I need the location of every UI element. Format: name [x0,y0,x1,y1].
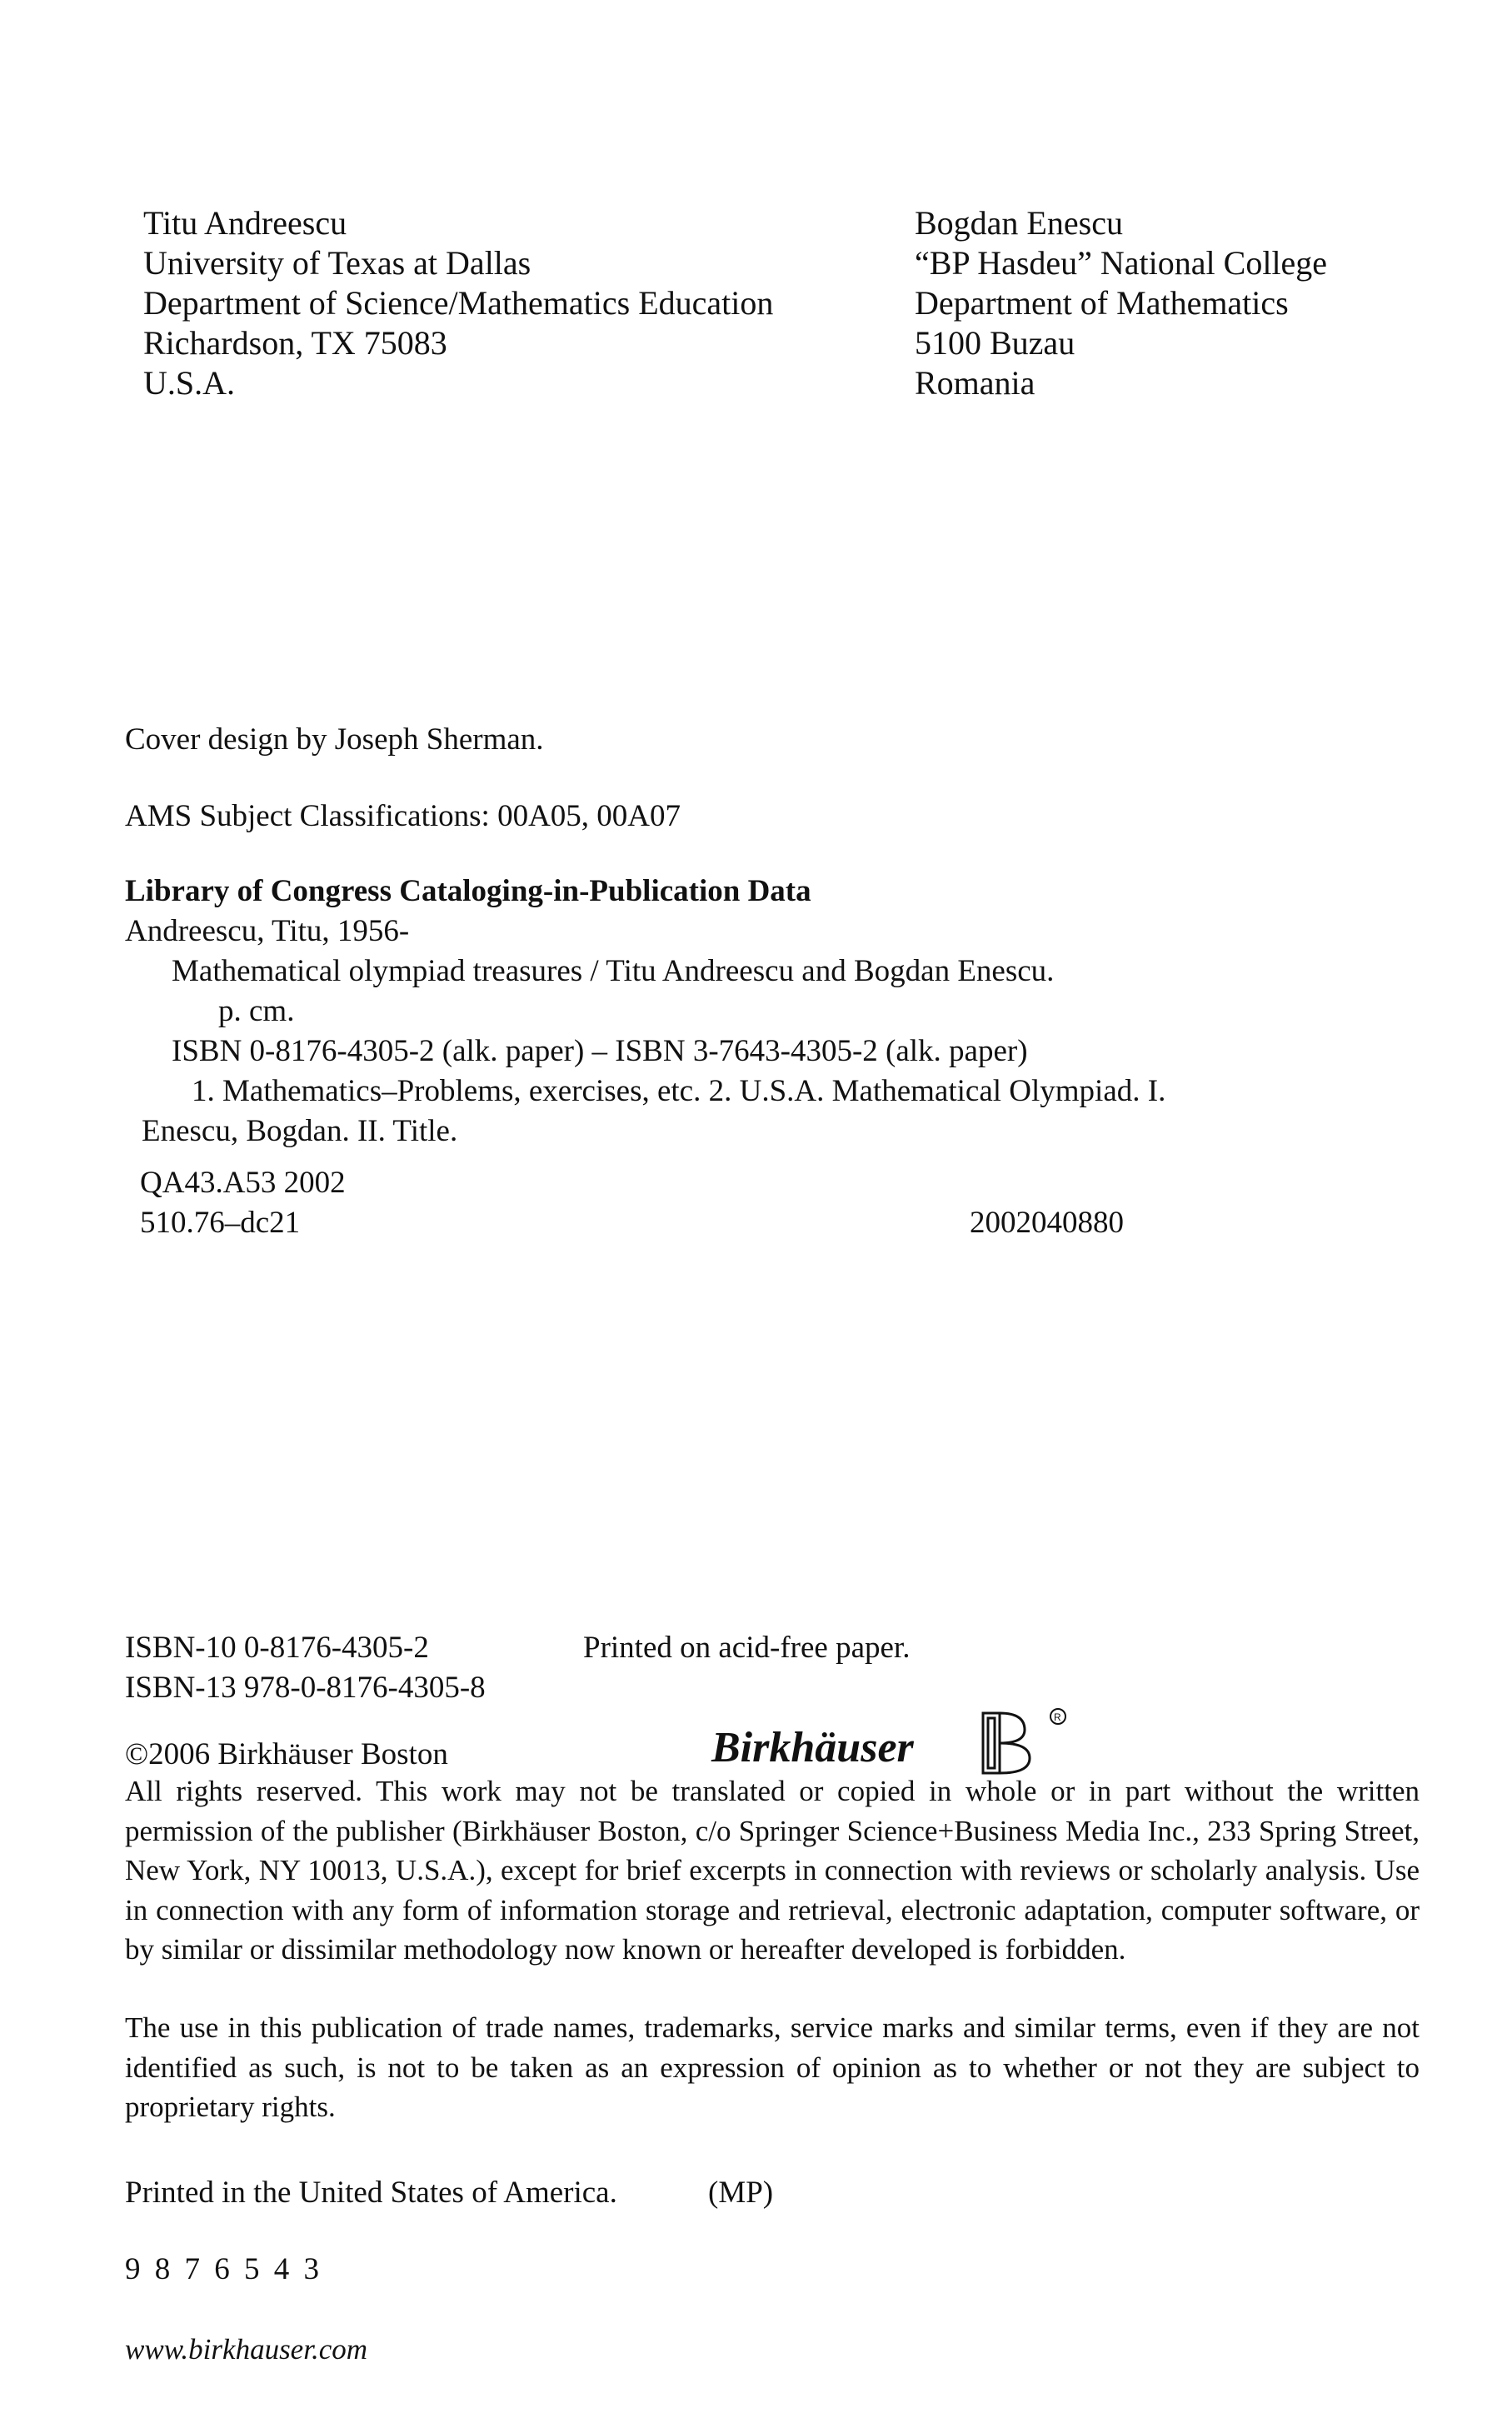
author2-country: Romania [915,364,1035,402]
author1-address [143,203,773,403]
cip-pages-line: p. cm. [218,994,295,1028]
author1-affiliation: University of Texas at Dallas [143,244,531,282]
cover-design-credit: Cover design by Joseph Sherman. [125,722,544,757]
isbn-13: ISBN-13 978-0-8176-4305-8 [125,1671,486,1705]
cip-call-number: QA43.A53 2002 [140,1166,346,1200]
trademark-paragraph: The use in this publication of trade names, trademarks, service marks and similar terms, even if they are not identified as such, is not to be taken as an expression of opinion as to whether or not they are subject to proprietary rights. [125,2011,1420,2123]
author2-name: Bogdan Enescu [915,204,1123,242]
publisher-logo-text: Birkhäuser [711,1724,914,1771]
cip-author-line: Andreescu, Titu, 1956- [125,914,410,948]
author2-department: Department of Mathematics [915,284,1289,322]
print-line: 9 8 7 6 5 4 3 [125,2252,322,2286]
cip-dewey: 510.76–dc21 [140,1206,301,1240]
author1-country: U.S.A. [143,364,236,402]
copyright-line: ©2006 Birkhäuser Boston [125,1737,448,1771]
author1-city: Richardson, TX 75083 [143,324,447,362]
cip-subjects-line: 1. Mathematics–Problems, exercises, etc. 2. U.S.A. Mathematical Olympiad. I. [192,1074,1166,1108]
acid-free-note: Printed on acid-free paper. [583,1631,911,1665]
author2-affiliation: “BP Hasdeu” National College [915,244,1328,282]
website-link[interactable]: www.birkhauser.com [125,2333,368,2366]
printed-country: Printed in the United States of America. [125,2176,617,2210]
cip-isbn-line: ISBN 0-8176-4305-2 (alk. paper) – ISBN 3-7643-4305-2 (alk. paper) [172,1034,1028,1068]
isbn-10: ISBN-10 0-8176-4305-2 [125,1631,429,1665]
author2-address [915,203,1327,403]
svg-text:R: R [1054,1711,1061,1723]
publisher-logo-icon [975,1705,1083,1780]
cip-data [125,872,1165,1152]
ams-classifications: AMS Subject Classifications: 00A05, 00A07 [125,799,681,833]
author1-department: Department of Science/Mathematics Education [143,284,774,322]
cip-title-line: Mathematical olympiad treasures / Titu Andreescu and Bogdan Enescu. [172,954,1055,988]
author2-city: 5100 Buzau [915,324,1075,362]
rights-paragraph: All rights reserved. This work may not be translated or copied in whole or in part without the written permission of the publisher (Birkhäuser Boston, c/o Springer Science+Business Media Inc., 233 Spring Street, New York, NY 10013, U.S.A.), except for brief excerpts in connection with reviews or scholarly analysis. Use in connection with any form of information storage and retrieval, electronic adaptation, computer software, or by similar or dissimilar methodology now known or hereafter developed is forbidden. [125,1775,1420,1966]
printer-code: (MP) [708,2176,774,2210]
isbn-block [125,1628,486,1708]
author1-name: Titu Andreescu [143,204,347,242]
cip-subjects-line-2: Enescu, Bogdan. II. Title. [142,1114,458,1148]
cip-lccn: 2002040880 [970,1206,1124,1240]
cip-heading: Library of Congress Cataloging-in-Publication Data [125,874,811,908]
call-numbers [140,1163,346,1243]
